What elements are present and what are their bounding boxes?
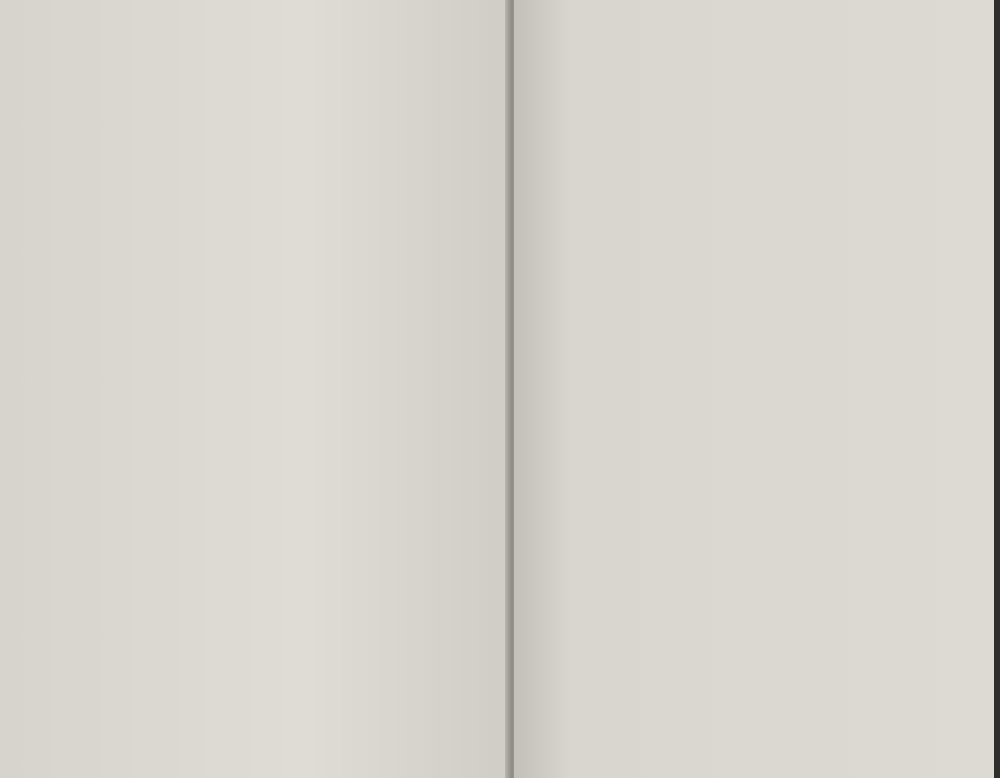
page-edge-shadow	[994, 0, 1000, 778]
right-page	[514, 0, 994, 778]
